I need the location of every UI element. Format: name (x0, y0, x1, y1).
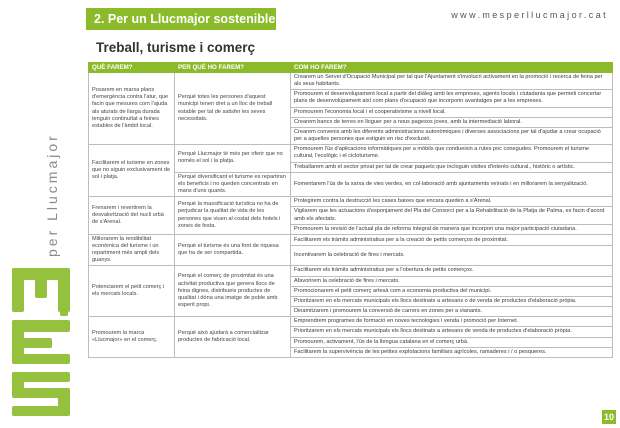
page-subtitle: Treball, turisme i comerç (96, 40, 256, 55)
cell-how: Treballarem amb el sector privat per tal de crear paquets que incloguin visites d'interès cultural., històric o artístic. (291, 162, 613, 172)
cell-why: Perquè això ajudarà a comercialitzar productes de fabricació local. (175, 317, 291, 358)
table-row (89, 234, 613, 246)
cell-what: Millorarem la rendibilitat econòmica del turisme i un repartiment més ampli dels guanys. (89, 234, 175, 266)
cell-why: Perquè totes les persones d'aquest municipi tenen dret a un lloc de treball estable per tal de satisfer les seves necessitats. (175, 73, 291, 145)
cell-how: Promourem l'economia local i el cooperativisme a nivell local. (291, 107, 613, 117)
proposals-table (88, 62, 612, 358)
cell-how: Dinamitzarem i promourem la conversió de carrers en zones per a vianants. (291, 307, 613, 317)
section-title: 2. Per un Llucmajor sostenible (86, 8, 276, 30)
cell-how: Protegirem contra la destrucció les cases baixes que encara queden a s'Arenal. (291, 197, 613, 207)
cell-why: Perquè el turisme és una font de riquesa que ha de ser compartida. (175, 234, 291, 266)
cell-how: Incentivarem la celebració de fires i mercats. (291, 246, 613, 266)
header-why: PER QUÈ HO FAREM? (175, 63, 291, 73)
table-row (89, 197, 613, 207)
cell-how: Promourem el desenvolupament local a partir del diàleg amb les empreses, agents locals i ciutadania que permeti concertar plans de desenvolupament així com plans d'ocupació que incorporin avantatges per a les empreses. (291, 90, 613, 107)
cell-why: Perquè el comerç de proximitat és una activitat productiva que genera llocs de feina dignes, distribueix productes de qualitat i dóna una imatge de poble amb esperit propi. (175, 266, 291, 317)
cell-how: Crearem convenis amb les diferents administracions autonòmiques i diverses associacions per tal d'ajudar a crear ocupació per a aquelles persones que estiguin en risc d'exclusió. (291, 127, 613, 144)
cell-why: Perquè la massificació turística no ha de perjudicar la qualitat de vida de les persones que viuen al costat dels hotels i zones de festa. (175, 197, 291, 235)
cell-how: Crearem bancs de terres en lloguer per a nous pagesos joves, amb la intermediació laboral. (291, 117, 613, 127)
cell-how: Facilitarem els tràmits administratius per a la creació de petits comerços de proximitat. (291, 234, 613, 246)
table-row (89, 145, 613, 162)
table-header-row (89, 63, 613, 73)
header-what: QUÈ FAREM? (89, 63, 175, 73)
cell-how: Fomentarem l'ús de la xarxa de vies verdes, en col·laboració amb ajuntaments veïnats i en millorarem la senyalització. (291, 172, 613, 196)
header-how: COM HO FAREM? (291, 63, 613, 73)
cell-how: Promourem la revisió de l'actual pla de reforma integral de manera que incorpori una major participació ciutadana. (291, 224, 613, 234)
cell-what: Promourem la marca «Llucmajor» en el comerç. (89, 317, 175, 358)
table-row (89, 73, 613, 90)
cell-how: Facilitarem els tràmits administratius per a l'obertura de petits comerços. (291, 266, 613, 276)
cell-how: Vigilarem que les actuacions d'esponjament del Pla del Consorci per a la Rehabilitació de la Platja de Palma, es facin d'acord amb els afectats. (291, 207, 613, 224)
sidebar (0, 0, 86, 428)
cell-how: Afavorirem la celebració de fires i mercats. (291, 276, 613, 286)
site-url[interactable]: www.mesperllucmajor.cat (451, 10, 608, 20)
cell-why: Perquè Llucmajor té més per oferir que no només el sol i la platja. (175, 145, 291, 172)
table-row (89, 317, 613, 327)
cell-how: Promourem l'ús d'aplicacions informàtiques per a mòbils que condueixin a rutes poc conegudes. Promourem el turisme cultural, l'ecològic i el cicloturisme. (291, 145, 613, 162)
cell-why-extra: Perquè diversificant el turisme es repartiran els beneficis i no queden concentrats en mans d'uns quants. (175, 172, 291, 196)
cell-how: Facilitarem la supervivència de les petites explotacions familiars agrícoles, ramaderes i / o pesqueres. (291, 347, 613, 357)
vertical-brand-text: per Llucmajor (44, 133, 60, 257)
table-row (89, 266, 613, 276)
mes-logo (8, 249, 78, 422)
cell-how: Promocionarem el petit comerç artesà com a economia productiva del municipi. (291, 286, 613, 296)
cell-what: Potenciarem el petit comerç i els mercats locals. (89, 266, 175, 317)
cell-what: Facilitarem el turisme en zones que no siguin exclusivament de sol i platja. (89, 145, 175, 197)
cell-how: Emprendrem programes de formació en noves tecnologies i venda i promoció per Internet. (291, 317, 613, 327)
cell-how: Prioritzarem en els mercats municipals els llocs destinats a artesans o de venda de productes d'elaboració pròpia. (291, 296, 613, 306)
page-number: 10 (603, 412, 614, 422)
cell-how: Crearem un Servei d'Ocupació Municipal per tal que l'Ajuntament s'involucri activament en la promoció i recerca de feina per als seus habitants. (291, 73, 613, 90)
cell-how: Prioritzarem en els mercats municipals els llocs destinats a artesans de venda de productes d'elaboració pròpia. (291, 327, 613, 337)
cell-what: Posarem en marxa plans d'emergència contra l'atur, que facin que mesures com l'ajuda als aturats de llarga durada tenguin continuïtat a feines estables de l'àmbit local. (89, 73, 175, 145)
cell-what: Frenarem i revertirem la desvalorització del nucli urbà de s'Arenal. (89, 197, 175, 235)
cell-how: Promourem, activament, l'ús de la llengua catalana en el comerç urbà. (291, 337, 613, 347)
logo-text: MÉS (8, 249, 43, 266)
